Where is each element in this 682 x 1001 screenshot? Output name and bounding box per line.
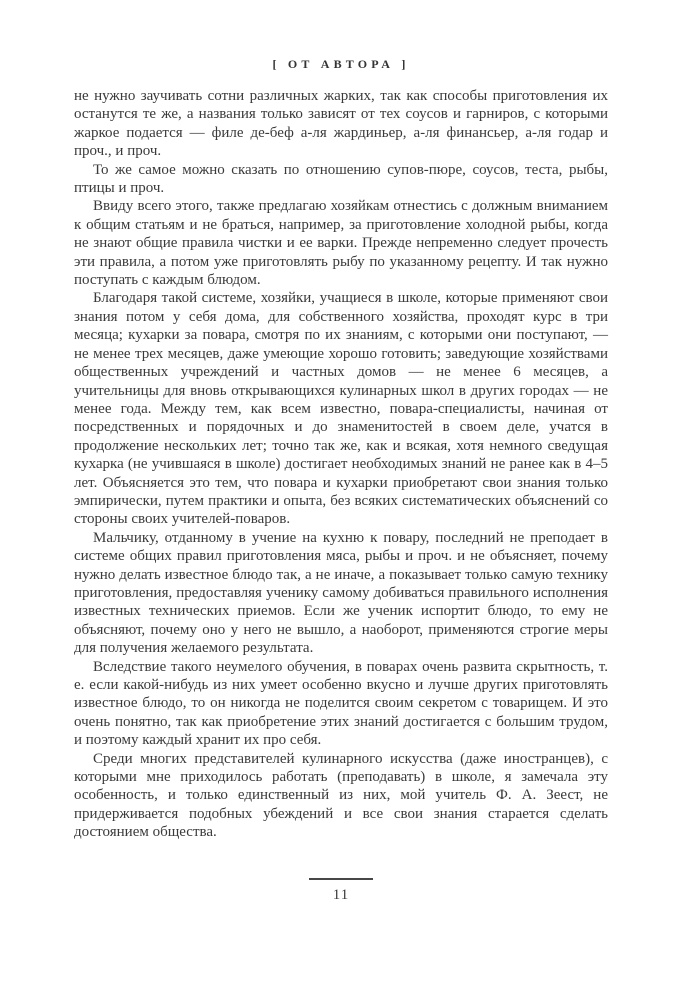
page-header xyxy=(0,55,682,73)
paragraph: Ввиду всего этого, также предлагаю хозяйкам отнестись с должным вниманием к общим статьям и не браться, например, за приготовление холодной рыбы, когда не знают общие правила чистки и ее варки. Прежде непременно следует прочесть эти правила, а потом уже приготовлять рыбу по указанному рецепту. И так нужно поступать с каждым блюдом. xyxy=(74,198,608,289)
paragraph: не нужно заучивать сотни различных жарких, так как способы приготовления их останутся те же, а названия только зависят от тех соусов и гарниров, с которыми жаркое подается — филе де-беф а-ля жардиньер, а-ля финансьер, а-ля годар и проч., и проч. xyxy=(74,88,608,160)
paragraph: Вследствие такого неумелого обучения, в поварах очень развита скрытность, т. е. если какой-нибудь из них умеет особенно вкусно и лучше других приготовлять известное блюдо, то он никогда не поделится своим секретом с товарищем. И это очень понятно, так как приобретение этих знаний достигается с большим трудом, и поэтому каждый хранит их про себя. xyxy=(74,658,608,749)
page-footer xyxy=(74,878,608,904)
paragraph: Мальчику, отданному в учение на кухню к повару, последний не преподает в системе общих правил приготовления мяса, рыбы и проч. и не объясняет, почему нужно делать известное блюдо так, а не иначе, а показывает только самую технику приготовления, предоставляя ученику самому добиваться правильного исполнения известных технических приемов. Если же ученик испортит блюдо, то ему не объясняют, почему оно у него не вышло, а наоборот, применяются строгие меры для получения желаемого результата. xyxy=(74,529,608,657)
footer-divider xyxy=(309,878,373,880)
paragraph: Благодаря такой системе, хозяйки, учащиеся в школе, которые применяют свои знания потом у себя дома, для собственного хозяйства, проходят курс в три месяца; кухарки за повара, смотря по их знаниям, с которыми они поступают, — не менее трех месяцев, даже умеющие хорошо готовить; заведующие хозяйствами общественных учреждений и частных домов — не менее 6 месяцев, а учительницы для вновь открывающихся кулинарных школ в других городах — не менее года. Между тем, как всем известно, повара-специалисты, начиная от посредственных и порядочных и до знаменитостей в своем деле, учатся в продолжение нескольких лет; точно так же, как и всякая, хотя немного сведущая кухарка (не учившаяся в школе) достигает необходимых знаний не ранее как в 4–5 лет. Объясняется это тем, что повара и кухарки приобретают свои знания только эмпирически, путем практики и опыта, без всяких систематических объяснений со стороны своих учителей-поваров. xyxy=(74,290,608,528)
paragraph: Среди многих представителей кулинарного искусства (даже иностранцев), с которыми мне приходилось работать (преподавать) в школе, я замечала эту особенность, и только единственный из них, мой учитель Ф. А. Зеест, не придерживается подобных убеждений и все свои знания старается сделать достоянием общества. xyxy=(74,750,608,841)
paragraph: То же самое можно сказать по отношению супов-пюре, соусов, теста, рыбы, птицы и проч. xyxy=(74,161,608,197)
section-title: [ ОТ АВТОРА ] xyxy=(272,57,410,71)
page-number: 11 xyxy=(332,887,350,903)
text-block xyxy=(74,87,608,842)
